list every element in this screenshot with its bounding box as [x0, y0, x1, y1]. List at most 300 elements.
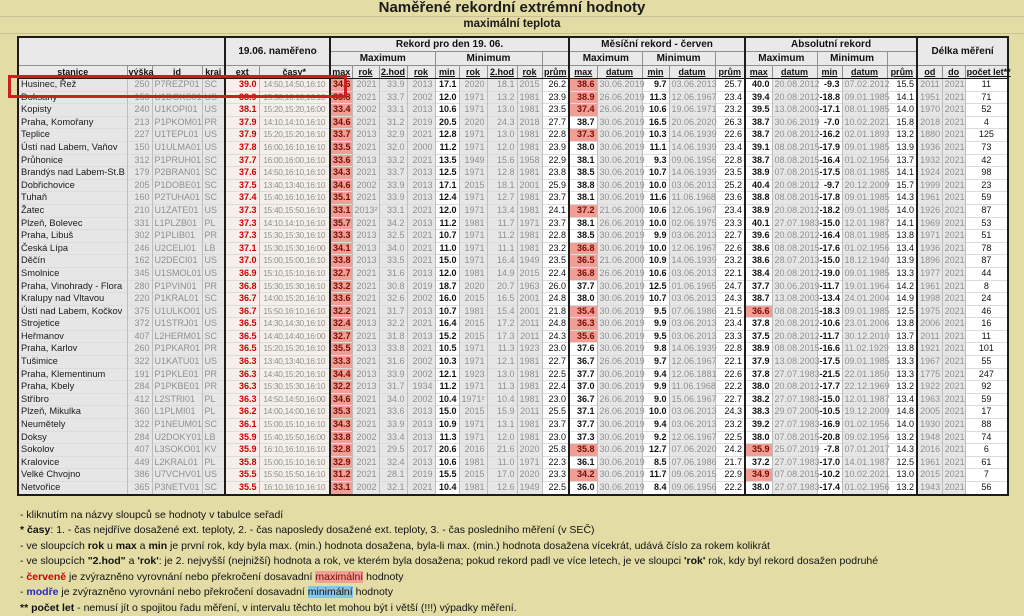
data-cell: 2015: [459, 406, 487, 419]
data-cell: 34.6: [330, 179, 352, 192]
data-cell: 12.5: [887, 456, 917, 469]
data-cell: 449: [127, 456, 152, 469]
data-cell: 14.9: [887, 293, 917, 306]
data-cell: 360: [127, 406, 152, 419]
data-cell: 15:20,15:20,16:00: [259, 104, 330, 117]
data-cell: 25.9: [542, 179, 569, 192]
data-cell: 10.0: [642, 242, 669, 255]
table-row: [18, 104, 1008, 117]
data-cell: 2013: [407, 167, 435, 180]
data-cell: 11.3: [642, 91, 669, 104]
data-cell: 2021: [352, 217, 379, 230]
data-cell: 1961: [917, 280, 942, 293]
column-header-od[interactable]: od: [917, 66, 942, 79]
data-cell: 15.0: [435, 255, 459, 268]
column-header-stanice[interactable]: stanice: [18, 66, 127, 79]
data-cell: 33.6: [330, 154, 352, 167]
data-cell: 37.5: [745, 330, 772, 343]
data-cell: 22.5: [542, 368, 569, 381]
data-cell: US: [202, 204, 225, 217]
data-cell: 27.07.1983: [772, 217, 817, 230]
data-cell: -9.3: [817, 79, 842, 92]
column-header-datum[interactable]: datum: [597, 66, 642, 79]
data-cell: 33.8: [330, 91, 352, 104]
data-cell: 2013: [407, 104, 435, 117]
data-cell: 2015: [459, 330, 487, 343]
data-cell: -17.8: [817, 192, 842, 205]
data-cell: 1880: [917, 129, 942, 142]
station-name-cell: Kralovice: [18, 456, 127, 469]
data-cell: 21.06.2000: [597, 255, 642, 268]
column-header-po-et-let-[interactable]: počet let**: [966, 67, 1011, 77]
data-cell: -17.0: [817, 456, 842, 469]
subgroup-header: Minimum: [642, 52, 715, 66]
column-header-id[interactable]: id: [152, 66, 202, 79]
data-cell: 2021: [352, 330, 379, 343]
data-cell: 11.6: [642, 192, 669, 205]
data-cell: 35.1: [330, 192, 352, 205]
data-cell: 2021: [352, 167, 379, 180]
data-cell: 23.7: [542, 217, 569, 230]
data-cell: 13:40,13:40,16:10: [259, 179, 330, 192]
data-cell: 36.6: [745, 305, 772, 318]
data-cell: 2001: [517, 293, 542, 306]
data-cell: 12.06.1967: [669, 91, 715, 104]
data-cell: 1981: [517, 91, 542, 104]
data-cell: 03.06.2013: [669, 79, 715, 92]
data-cell: 38.6: [569, 79, 597, 92]
data-cell: 34.2: [379, 217, 407, 230]
data-cell: 260: [127, 343, 152, 356]
data-cell: 1971: [459, 242, 487, 255]
data-cell: 2015: [459, 469, 487, 482]
data-cell: 27.07.1983: [772, 456, 817, 469]
data-cell: 14:50,14:50,16:00: [259, 393, 330, 406]
data-cell: 2019: [407, 116, 435, 129]
column-header-2-hod[interactable]: 2.hod: [487, 66, 517, 79]
data-cell: 26.06.2019: [597, 393, 642, 406]
data-cell: 44: [965, 267, 1008, 280]
column-header-max[interactable]: max: [745, 66, 772, 79]
data-cell: 33.6: [379, 406, 407, 419]
data-cell: 2021: [942, 293, 965, 306]
table-row: [18, 318, 1008, 331]
data-cell: 17.3: [487, 330, 517, 343]
data-cell: 36.1: [569, 456, 597, 469]
data-cell: 32.7: [330, 330, 352, 343]
data-cell: 2015: [459, 318, 487, 331]
station-name-cell: Sokolov: [18, 444, 127, 457]
data-cell: 09.01.1985: [842, 356, 887, 369]
data-cell: U2DECI01: [152, 255, 202, 268]
data-cell: 2021: [352, 444, 379, 457]
station-name-cell: Děčín: [18, 255, 127, 268]
data-cell: 33.2: [330, 280, 352, 293]
data-cell: 14.3: [887, 444, 917, 457]
table-row: [18, 293, 1008, 306]
data-cell: 03.06.2013: [669, 230, 715, 243]
data-cell: 11.0: [435, 242, 459, 255]
data-cell: -17.5: [817, 167, 842, 180]
data-cell: -11.7: [817, 280, 842, 293]
data-cell: 17.2: [487, 318, 517, 331]
data-cell: 2000: [407, 141, 435, 154]
data-cell: 2021: [942, 368, 965, 381]
data-cell: 32.6: [379, 293, 407, 306]
data-cell: 37.3: [569, 431, 597, 444]
data-cell: -17.1: [817, 104, 842, 117]
data-cell: U7VCHV01: [152, 469, 202, 482]
column-header-min[interactable]: min: [642, 66, 669, 79]
data-cell: 14:50,14:50,16:10: [259, 79, 330, 92]
data-cell: PL: [202, 456, 225, 469]
data-cell: 14.1: [887, 167, 917, 180]
data-cell: 11.3: [435, 431, 459, 444]
data-cell: 08.01.1985: [842, 230, 887, 243]
data-cell: 12.7: [487, 192, 517, 205]
station-name-cell: Průhonice: [18, 154, 127, 167]
data-cell: 38.9: [745, 343, 772, 356]
data-cell: 10.3: [642, 129, 669, 142]
data-cell: 14:10,14:10,16:10: [259, 116, 330, 129]
data-cell: 1971: [459, 192, 487, 205]
data-cell: 38.6: [745, 255, 772, 268]
data-cell: 2021: [942, 431, 965, 444]
data-cell: 22.1: [715, 267, 745, 280]
data-cell: PL: [202, 393, 225, 406]
data-cell: 2013: [407, 192, 435, 205]
data-cell: 20.08.2012: [772, 179, 817, 192]
data-cell: 2002: [407, 368, 435, 381]
column-header-pr-m[interactable]: prům: [887, 66, 917, 79]
data-cell: 30.06.2019: [597, 431, 642, 444]
data-cell: 1971: [459, 431, 487, 444]
table-row: [18, 431, 1008, 444]
data-cell: 2021: [407, 129, 435, 142]
data-cell: 14.1: [887, 91, 917, 104]
data-cell: 2021: [352, 393, 379, 406]
data-cell: 23.0: [542, 343, 569, 356]
column-header--asy-[interactable]: časy*: [259, 66, 330, 79]
data-cell: 2013: [407, 419, 435, 432]
data-cell: 38.4: [745, 267, 772, 280]
data-cell: 24.1: [542, 204, 569, 217]
data-cell: 1934: [407, 381, 435, 394]
data-cell: 322: [127, 419, 152, 432]
data-cell: SC: [202, 154, 225, 167]
data-cell: 02.01.1893: [842, 129, 887, 142]
data-cell: 13.0: [887, 469, 917, 482]
data-cell: 2021: [942, 129, 965, 142]
legend-text: je zvýrazněno vyrovnání nebo překročení dosavadní: [58, 586, 308, 599]
data-cell: 30.06.2019: [597, 167, 642, 180]
data-cell: 322: [127, 356, 152, 369]
data-cell: L1PLZB01: [152, 217, 202, 230]
data-cell: 23.5: [542, 104, 569, 117]
data-cell: 07.01.2017: [842, 444, 887, 457]
data-cell: 10.5: [435, 343, 459, 356]
data-cell: 36.3: [225, 356, 259, 369]
group-header: 19.06. naměřeno: [225, 37, 330, 66]
data-cell: -16.9: [817, 419, 842, 432]
data-cell: 1936: [917, 141, 942, 154]
legend-text: -: [20, 570, 27, 583]
data-cell: PL: [202, 406, 225, 419]
data-cell: 2013: [352, 129, 379, 142]
station-name-cell: Praha, Vinohrady - Flora: [18, 280, 127, 293]
data-cell: 2013: [352, 381, 379, 394]
data-cell: 14.0: [887, 419, 917, 432]
data-cell: 1981: [517, 129, 542, 142]
data-cell: 31.2: [379, 116, 407, 129]
data-cell: 2021: [942, 79, 965, 92]
data-cell: 15:30,15:30,16:10: [259, 280, 330, 293]
data-cell: 2016: [459, 444, 487, 457]
data-cell: 2013: [407, 79, 435, 92]
column-header-rok[interactable]: rok: [517, 66, 542, 79]
column-header-2-hod[interactable]: 2.hod: [381, 67, 405, 77]
data-cell: 30.06.2019: [597, 154, 642, 167]
data-cell: 2021: [942, 167, 965, 180]
data-cell: 331: [127, 217, 152, 230]
data-cell: 11.2: [435, 217, 459, 230]
data-cell: 37.8: [745, 318, 772, 331]
data-cell: 33.7: [330, 129, 352, 142]
data-cell: 372: [127, 318, 152, 331]
data-cell: -9.7: [817, 179, 842, 192]
data-cell: 13.0: [487, 368, 517, 381]
column-header-pr-m[interactable]: prům: [542, 66, 569, 79]
data-cell: 20.6: [435, 444, 459, 457]
data-cell: 1971: [459, 104, 487, 117]
data-cell: 21.8: [542, 305, 569, 318]
data-cell: 11.1: [642, 141, 669, 154]
data-cell: 23.2: [715, 255, 745, 268]
data-cell: 36.9: [225, 267, 259, 280]
column-header-rok[interactable]: rok: [352, 66, 379, 79]
data-cell: 2013: [407, 217, 435, 230]
data-cell: 18.1: [487, 179, 517, 192]
column-header-kraj[interactable]: kraj: [202, 66, 225, 79]
data-cell: 15:10,15:10,16:10: [259, 267, 330, 280]
legend-text: : 1. - čas nejdříve dosažené ext. teploty, 2. - čas naposledy dosažené ext. teploty, 3. - čas posledního měření (v SEČ): [50, 524, 595, 537]
data-cell: 36.3: [225, 393, 259, 406]
data-cell: 18.12.1940: [842, 255, 887, 268]
data-cell: SC: [202, 192, 225, 205]
station-name-cell: Tušimice: [18, 356, 127, 369]
table-row: [18, 381, 1008, 394]
station-name-cell: Žatec: [18, 204, 127, 217]
data-cell: 2021: [407, 154, 435, 167]
legend-text: : je 2. nejvyšší (nejnižší) hodnota a rok, ve kterém byla dosažena; pokud rekord padl ve více letech, je ve sloupci: [158, 555, 684, 568]
data-cell: 08.08.2015: [772, 242, 817, 255]
data-cell: 9.4: [642, 368, 669, 381]
data-cell: 24.7: [715, 280, 745, 293]
column-header-datum[interactable]: datum: [842, 66, 887, 79]
data-cell: 31.7: [379, 381, 407, 394]
data-cell: 33.3: [330, 356, 352, 369]
data-cell: 12.06.1967: [669, 204, 715, 217]
legend-text: "2.hod": [87, 555, 126, 568]
data-cell: 38.1: [569, 217, 597, 230]
data-cell: 15.5: [435, 469, 459, 482]
data-cell: 2021: [942, 343, 965, 356]
column-header-datum[interactable]: datum: [669, 66, 715, 79]
table-row: [18, 406, 1008, 419]
data-cell: 13.8: [887, 230, 917, 243]
data-cell: 09.06.1956: [669, 482, 715, 495]
legend-text: a: [125, 555, 138, 568]
data-cell: 30.06.2019: [597, 343, 642, 356]
data-cell: 1977: [917, 267, 942, 280]
column-header-min[interactable]: min: [817, 66, 842, 79]
data-cell: 284: [127, 381, 152, 394]
data-cell: PL: [202, 217, 225, 230]
data-cell: 12.06.1967: [669, 356, 715, 369]
data-cell: 36.5: [569, 255, 597, 268]
data-cell: 22.4: [542, 267, 569, 280]
data-cell: 34.6: [330, 116, 352, 129]
data-cell: 15:30,15:30,16:10: [259, 381, 330, 394]
data-cell: 74: [965, 431, 1008, 444]
column-header-rok[interactable]: rok: [459, 66, 487, 79]
legend-text: hodnoty: [363, 570, 404, 583]
data-cell: 30.06.2019: [597, 381, 642, 394]
data-cell: 407: [127, 444, 152, 457]
data-cell: 14.0: [887, 104, 917, 117]
column-header-v-ka[interactable]: výška: [128, 67, 154, 77]
data-cell: 33.3: [330, 230, 352, 243]
data-cell: 39.0: [225, 79, 259, 92]
station-name-cell: Heřmanov: [18, 330, 127, 343]
data-cell: 09.01.1985: [842, 192, 887, 205]
data-cell: 11.1: [487, 242, 517, 255]
legend-line: [20, 508, 1024, 524]
station-name-cell: Praha, Komořany: [18, 116, 127, 129]
data-cell: 08.08.2015: [772, 343, 817, 356]
data-cell: 15:40,16:10,16:10: [259, 192, 330, 205]
data-cell: U1KOPI01: [152, 104, 202, 117]
data-cell: 20.08.2012: [772, 230, 817, 243]
data-cell: 33.4: [330, 104, 352, 117]
data-cell: 01.02.1956: [842, 242, 887, 255]
column-header-do[interactable]: do: [942, 66, 965, 79]
table-row: [18, 204, 1008, 217]
data-cell: 2021: [942, 141, 965, 154]
legend-line: [20, 585, 1024, 601]
data-cell: 35.5: [225, 482, 259, 495]
data-cell: 23.4: [715, 318, 745, 331]
subgroup-header: [887, 52, 917, 66]
data-cell: 36.7: [569, 356, 597, 369]
column-header-datum[interactable]: datum: [772, 66, 817, 79]
data-cell: 33.1: [330, 482, 352, 495]
table-row: [18, 230, 1008, 243]
data-cell: -15.0: [817, 217, 842, 230]
data-cell: 23.0: [542, 393, 569, 406]
column-header-max[interactable]: max: [330, 66, 352, 79]
data-cell: 13.3: [887, 267, 917, 280]
data-cell: -18.8: [817, 91, 842, 104]
data-cell: 14:40,14:40,16:00: [259, 330, 330, 343]
data-cell: 11: [965, 330, 1008, 343]
data-cell: 22.6: [715, 368, 745, 381]
data-cell: 19.06.1971: [669, 104, 715, 117]
data-cell: 2002: [352, 179, 379, 192]
data-cell: P1NEUM01: [152, 419, 202, 432]
data-cell: 1971: [459, 91, 487, 104]
table-row: [18, 79, 1008, 92]
data-cell: 37.7: [745, 280, 772, 293]
data-cell: 22.8: [542, 230, 569, 243]
data-cell: 30.06.2019: [597, 419, 642, 432]
station-name-cell: Doksy: [18, 431, 127, 444]
data-cell: 2021: [407, 230, 435, 243]
data-cell: 30.06.2019: [772, 280, 817, 293]
data-cell: 1981: [517, 104, 542, 117]
data-cell: 1963: [517, 280, 542, 293]
column-header-min[interactable]: min: [435, 66, 459, 79]
data-cell: 20.08.2012: [772, 204, 817, 217]
data-cell: 08.08.2015: [772, 192, 817, 205]
data-cell: 35.8: [569, 444, 597, 457]
data-cell: 10.7: [435, 305, 459, 318]
legend-text: maximální: [315, 570, 364, 583]
column-header-ext[interactable]: ext: [225, 66, 259, 79]
data-cell: 35.9: [225, 444, 259, 457]
data-cell: 55: [965, 356, 1008, 369]
station-name-cell: Teplice: [18, 129, 127, 142]
table-row: [18, 469, 1008, 482]
legend-text: je zvýrazněno vyrovnání nebo překročení dosavadní: [66, 570, 316, 583]
data-cell: 2020: [459, 116, 487, 129]
station-name-cell: Dobřichovice: [18, 179, 127, 192]
data-cell: 34.6: [330, 79, 352, 92]
subgroup-header: Maximum: [330, 52, 435, 66]
data-cell: 16.4: [435, 318, 459, 331]
data-cell: 9.5: [642, 330, 669, 343]
column-header-max[interactable]: max: [569, 66, 597, 79]
data-cell: 29.07.2005: [772, 406, 817, 419]
station-name-cell: Stříbro: [18, 393, 127, 406]
data-cell: 09.01.1985: [842, 305, 887, 318]
data-cell: 2015: [917, 469, 942, 482]
data-cell: 2021: [352, 456, 379, 469]
data-cell: 34.1: [330, 242, 352, 255]
data-cell: 247: [965, 368, 1008, 381]
data-cell: 1961: [917, 456, 942, 469]
data-cell: 33.2: [379, 154, 407, 167]
data-cell: 23.5: [542, 255, 569, 268]
data-cell: 22.2: [715, 482, 745, 495]
data-cell: 7: [965, 469, 1008, 482]
data-cell: LB: [202, 242, 225, 255]
legend-text: ** počet let: [20, 601, 75, 614]
data-cell: 2021: [352, 192, 379, 205]
data-cell: 33.6: [330, 293, 352, 306]
data-cell: 32.4: [330, 318, 352, 331]
data-cell: US: [202, 104, 225, 117]
data-cell: 38.9: [745, 204, 772, 217]
data-cell: 33.8: [330, 431, 352, 444]
column-header-rok[interactable]: rok: [407, 66, 435, 79]
data-cell: 2021: [407, 482, 435, 495]
data-cell: -21.5: [817, 368, 842, 381]
data-cell: 10.6: [435, 104, 459, 117]
data-cell: U1KATU01: [152, 356, 202, 369]
column-header-pr-m[interactable]: prům: [715, 66, 745, 79]
data-cell: 37.0: [569, 381, 597, 394]
